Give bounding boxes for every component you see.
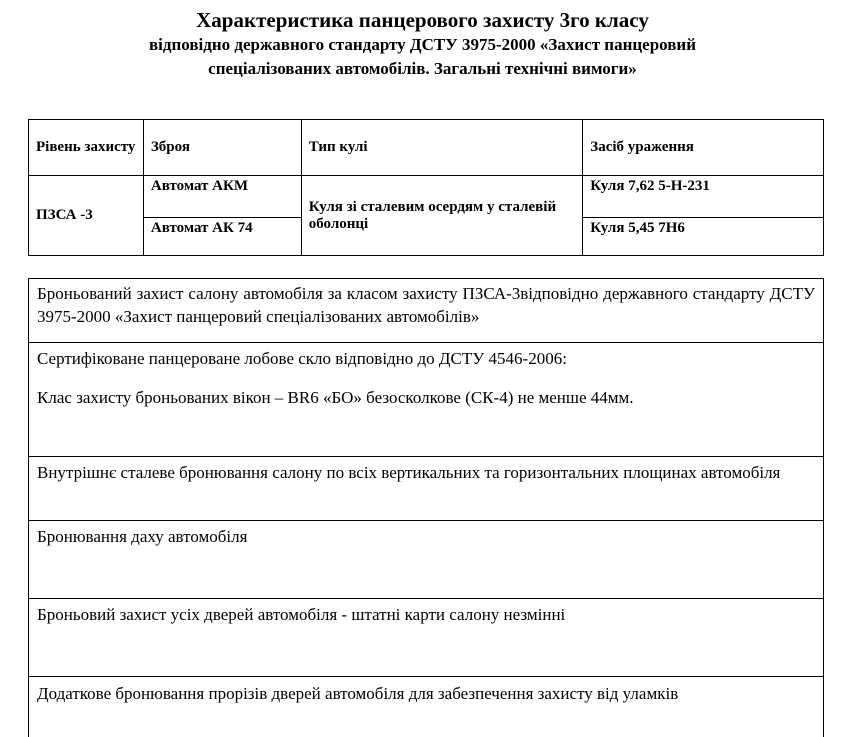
title-line-2: відповідно державного стандарту ДСТУ 3975-2000 «Захист панцеровий — [148, 35, 697, 55]
cell-weapon: Автомат АК 74 — [143, 218, 301, 256]
feature-row — [29, 521, 823, 599]
feature-text: Броньований захист салону автомобіля за класом захисту ПЗСА-3відповідно державного стандарту ДСТУ 3975-2000 «Захист панцеровий спеціалізованих автомобілів» — [37, 284, 815, 326]
header-bullet: Тип кулі — [301, 120, 583, 176]
cell-level: ПЗСА -3 — [29, 176, 144, 256]
feature-row — [29, 343, 823, 457]
title-line-1: Характеристика панцерового захисту 3го класу — [196, 8, 649, 32]
header-level: Рівень захисту — [29, 120, 144, 176]
document-title — [0, 8, 845, 81]
feature-text: Додаткове бронювання прорізів дверей автомобіля для забезпечення захисту від уламків — [37, 684, 679, 703]
feature-text: Броньовий захист усіх дверей автомобіля - штатні карти салону незмінні — [37, 605, 566, 624]
feature-row — [29, 677, 823, 737]
header-means: Засіб ураження — [583, 120, 824, 176]
cell-bullet: Куля зі сталевим осердям у сталевій оболонці — [301, 176, 583, 256]
feature-row — [29, 457, 823, 521]
cell-means: Куля 5,45 7Н6 — [583, 218, 824, 256]
feature-text: Клас захисту броньованих вікон – BR6 «БО» безосколкове (СК-4) не менше 44мм. — [37, 388, 634, 407]
title-line-3: спеціалізованих автомобілів. Загальні технічні вимоги» — [208, 59, 637, 79]
protection-spec-table — [28, 119, 824, 256]
feature-text: Сертифіковане панцероване лобове скло відповідно до ДСТУ 4546-2006: — [37, 349, 567, 368]
cell-means: Куля 7,62 5-Н-231 — [583, 176, 824, 218]
table-header-row — [29, 120, 824, 176]
features-table — [28, 278, 824, 737]
feature-row — [29, 599, 823, 677]
cell-weapon: Автомат АКМ — [143, 176, 301, 218]
header-weapon: Зброя — [143, 120, 301, 176]
feature-text: Бронювання даху автомобіля — [37, 527, 248, 546]
feature-row — [29, 279, 823, 343]
table-row — [29, 176, 824, 218]
feature-text: Внутрішнє сталеве бронювання салону по всіх вертикальних та горизонтальних площинах автомобіля — [37, 463, 781, 482]
